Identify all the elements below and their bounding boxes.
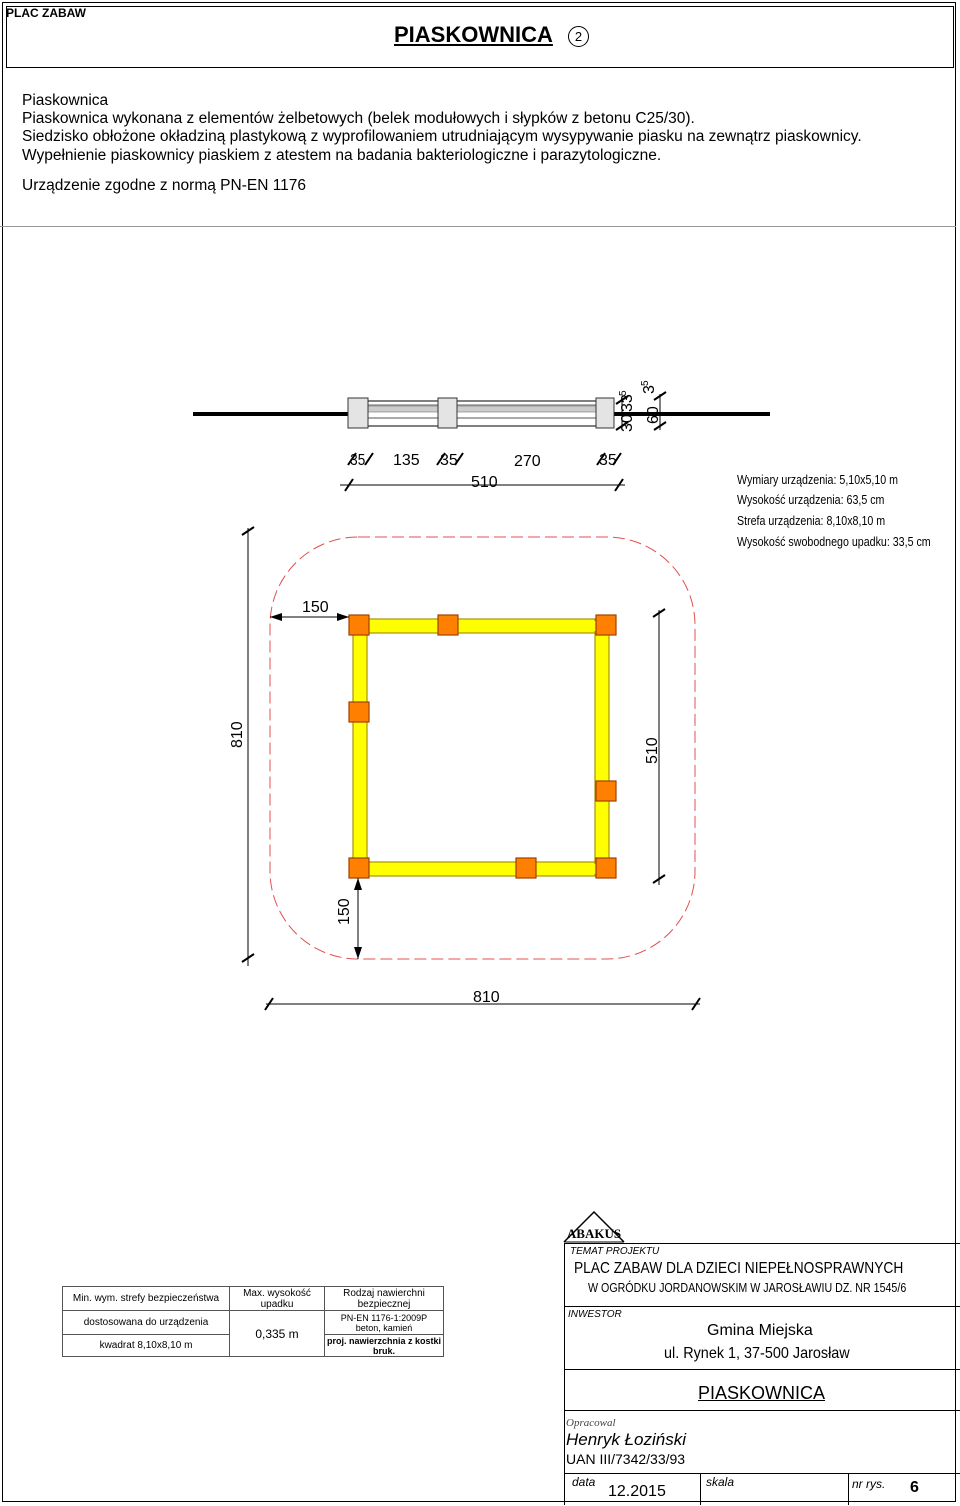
dim-d4: 270 — [514, 453, 541, 470]
elevation-post-2 — [438, 398, 457, 428]
post-top-left — [349, 615, 369, 635]
dim-d5: 35 — [599, 452, 617, 469]
tb-border-left — [564, 1243, 565, 1505]
dim-tick — [365, 453, 373, 465]
header-left-label: PLAC ZABAW — [6, 6, 86, 20]
tb-divider-1 — [564, 1306, 960, 1307]
safety-col1-row1: dostosowana do urządzenia — [63, 1311, 230, 1335]
safety-col3-header: Rodzaj nawierchni bezpiecznej — [325, 1287, 444, 1311]
post-left-mid — [349, 702, 369, 722]
vdim-h4: 3 — [641, 385, 658, 394]
dim-clearance-bottom: 150 — [336, 898, 353, 925]
dim-d2: 135 — [393, 452, 420, 469]
desc-norm: Urządzenie zgodne z normą PN-EN 1176 — [22, 177, 307, 194]
elevation-seat — [350, 406, 610, 412]
beam-left-fill — [355, 621, 365, 874]
vdim-h2: 33 — [619, 394, 636, 412]
vdim-h3: 60 — [645, 406, 662, 424]
info-fall-height: Wysokość swobodnego upadku: 33,5 cm — [737, 534, 931, 549]
vdim-h1: 30 — [619, 414, 636, 432]
elevation-post-3 — [596, 398, 614, 428]
tb-investor-name: Gmina Miejska — [707, 1322, 813, 1339]
arrow-head — [354, 947, 362, 959]
tb-date-label: data — [572, 1475, 596, 1489]
dim-box-side: 510 — [644, 737, 661, 764]
tb-drawing-title: PIASKOWNICA — [698, 1383, 826, 1403]
tb-scale-label: skala — [706, 1475, 735, 1489]
info-zone: Strefa urządzenia: 8,10x8,10 m — [737, 513, 886, 528]
arrow-head — [354, 878, 362, 890]
post-top-mid — [438, 615, 458, 635]
desc-line-4: Wypełnienie piaskownicy piaskiem z atestem na badania bakteriologiczne i parazytologiczne. — [22, 147, 662, 164]
post-right-mid — [596, 781, 616, 801]
title-block — [564, 1243, 960, 1505]
beam-top-fill — [355, 621, 607, 631]
tb-divider-v1 — [700, 1473, 701, 1505]
tb-author-license: UAN III/7342/33/93 — [566, 1451, 686, 1467]
dim-d3: 35 — [440, 452, 458, 469]
beam-right-fill — [597, 621, 607, 874]
abakus-logo — [562, 1206, 626, 1246]
dim-clearance-left: 150 — [302, 599, 329, 616]
elevation-post-1 — [348, 398, 368, 428]
tb-drawing-no-value: 6 — [910, 1479, 919, 1496]
post-bottom-mid — [516, 858, 536, 878]
safety-table — [62, 1286, 444, 1357]
header-title: PIASKOWNICA — [394, 22, 553, 47]
dim-zone-height: 810 — [229, 721, 246, 748]
tb-divider-2 — [564, 1369, 960, 1370]
tb-border-top — [564, 1243, 960, 1244]
tb-project-title: PLAC ZABAW DLA DZIECI NIEPEŁNOSPRAWNYCH — [574, 1260, 904, 1277]
desc-line-2: Piaskownica wykonana z elementów żelbetowych (belek modułowych i słypków z betonu C25/30). — [22, 110, 695, 127]
tb-divider-4 — [564, 1473, 960, 1474]
post-bottom-left — [349, 858, 369, 878]
info-height: Wysokość urządzenia: 63,5 cm — [737, 492, 885, 507]
safety-col3-row1a: PN-EN 1176-1:2009P — [340, 1312, 428, 1323]
tb-divider-v2 — [848, 1473, 849, 1505]
tb-author-label: Opracowal — [566, 1417, 616, 1429]
dim-zone-width: 810 — [473, 989, 500, 1006]
dim-total: 510 — [471, 474, 498, 491]
tb-project-subtitle: W OGRÓDKU JORDANOWSKIM W JAROSŁAWIU DZ. NR 1545/6 — [588, 1280, 907, 1295]
tb-investor-label: INWESTOR — [568, 1309, 622, 1320]
tb-investor-address: ul. Rynek 1, 37-500 Jarosław — [664, 1345, 850, 1362]
header-number-badge: 2 — [568, 26, 589, 47]
safety-col2-header: Max. wysokość upadku — [230, 1287, 325, 1311]
elevation-view — [193, 380, 770, 491]
sandbox-beams — [353, 619, 609, 876]
sandbox-posts — [349, 615, 616, 878]
safety-col3-row1b: beton, kamień — [355, 1322, 413, 1333]
safety-col3-row1 — [325, 1311, 444, 1335]
tb-author-name: Henryk Łoziński — [566, 1430, 686, 1449]
beam-bottom-fill — [355, 864, 607, 874]
desc-line-3: Siedzisko obłożone okładziną plastykową z wyprofilowaniem utrudniającym wysypywanie piasku na zewnątrz piaskownicy. — [22, 128, 862, 145]
safety-col2-value: 0,335 m — [230, 1311, 325, 1357]
vdim-h4-sup: 5 — [640, 380, 651, 386]
safety-col3-row2: proj. nawierzchnia z kostki bruk. — [325, 1335, 444, 1357]
logo-text: ABAKUS — [566, 1226, 622, 1241]
post-bottom-right — [596, 858, 616, 878]
safety-col1-row2: kwadrat 8,10x8,10 m — [63, 1335, 230, 1357]
info-dimensions: Wymiary urządzenia: 5,10x5,10 m — [737, 472, 899, 487]
tb-drawing-no-label: nr rys. — [852, 1477, 886, 1491]
tb-divider-3 — [564, 1410, 960, 1411]
post-top-right — [596, 615, 616, 635]
desc-line-1: Piaskownica — [22, 92, 109, 109]
dim-d1: 35 — [350, 452, 366, 470]
tb-project-label: TEMAT PROJEKTU — [570, 1246, 660, 1257]
plan-view — [229, 527, 700, 1010]
safety-zone-outline — [270, 537, 695, 959]
safety-col1-header: Min. wym. strefy bezpieczeństwa — [63, 1287, 230, 1311]
tb-date-value: 12.2015 — [608, 1483, 666, 1500]
arrow-head — [270, 613, 282, 621]
arrow-head — [337, 613, 349, 621]
vdim-h2-sup: 5 — [618, 390, 629, 396]
